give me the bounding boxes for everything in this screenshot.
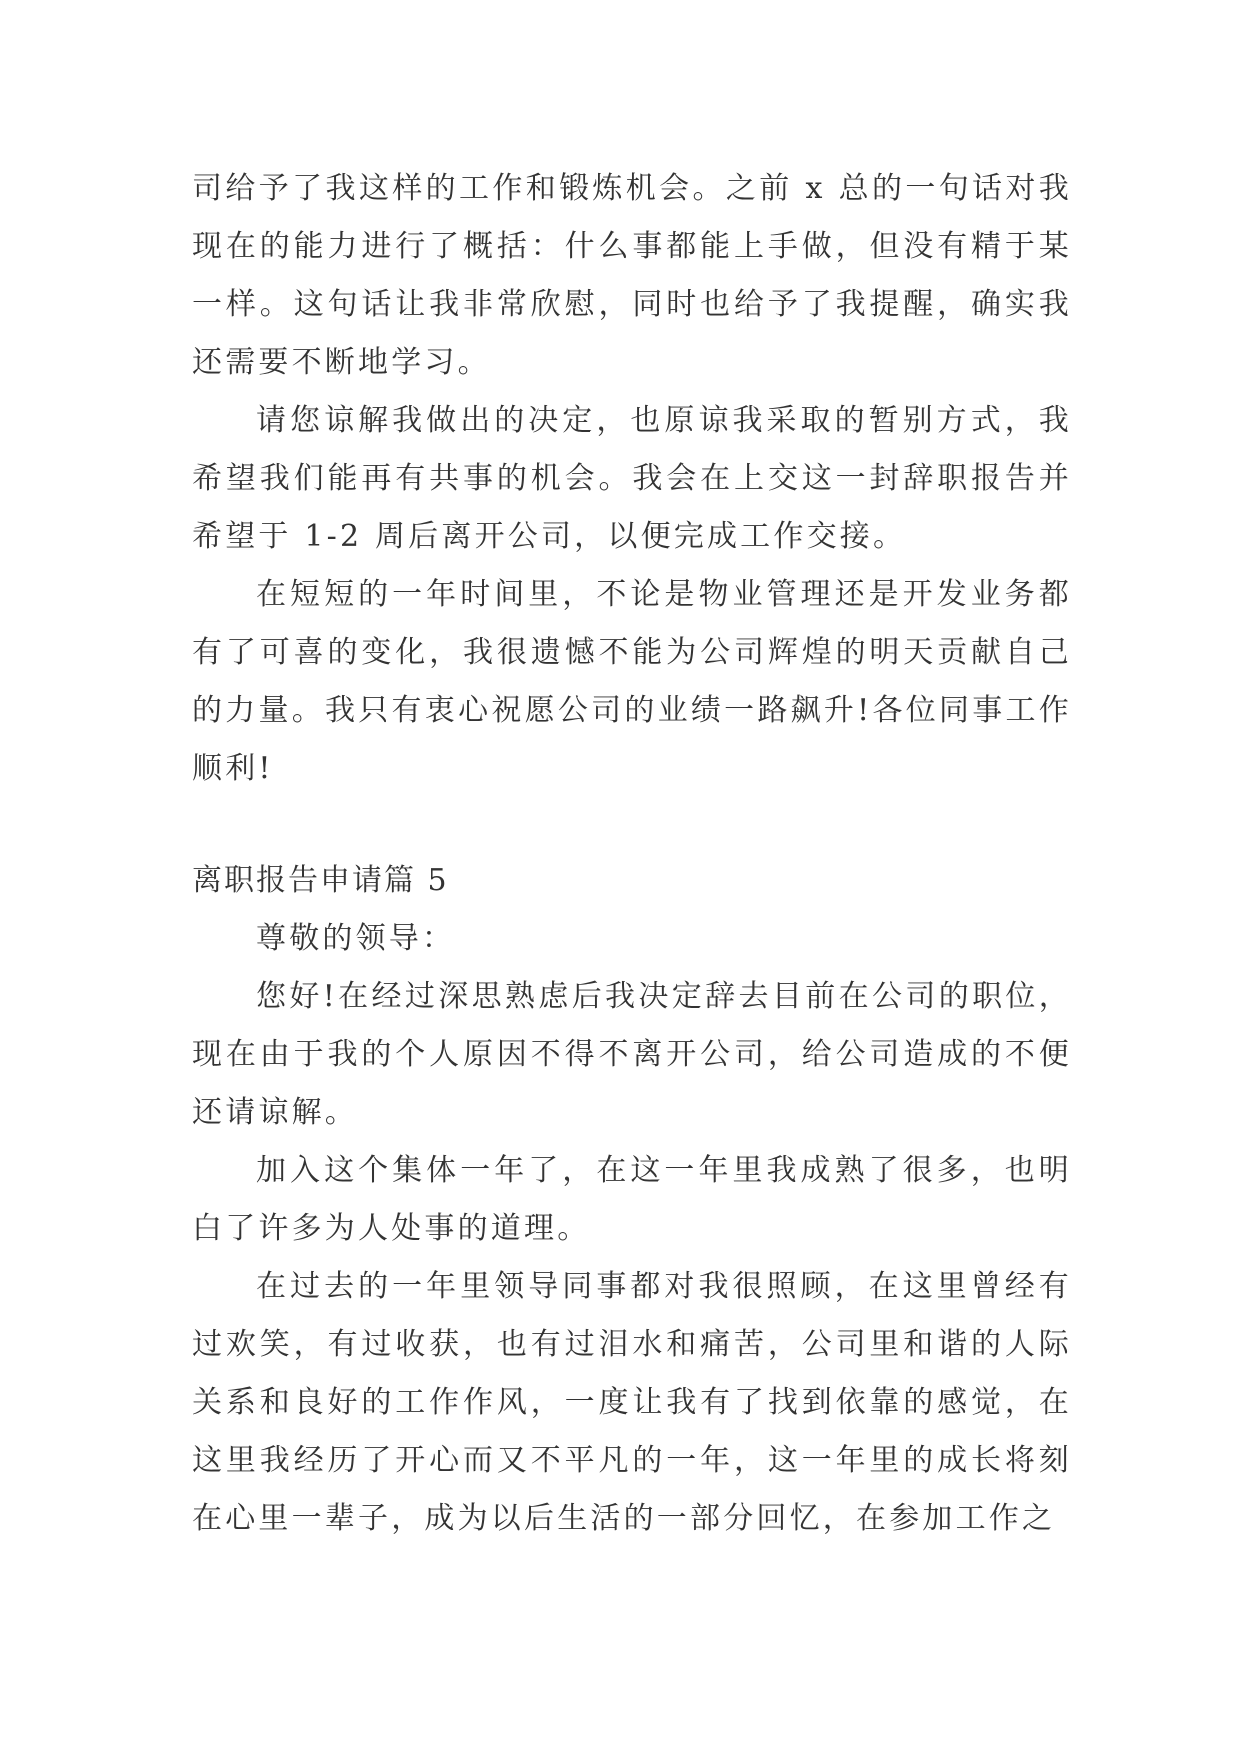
paragraph-2: 请您谅解我做出的决定，也原谅我采取的暂别方式，我希望我们能再有共事的机会。我会在上交这一封辞职报告并希望于 1-2 周后离开公司，以便完成工作交接。 (192, 403, 1072, 554)
salutation: 尊敬的领导： (256, 921, 456, 956)
paragraph-4: 您好!在经过深思熟虑后我决定辞去目前在公司的职位，现在由于我的个人原因不得不离开公司，给公司造成的不便还请谅解。 (192, 979, 1072, 1130)
paragraph-3: 在短短的一年时间里，不论是物业管理还是开发业务都有了可喜的变化，我很遗憾不能为公司辉煌的明天贡献自己的力量。我只有衷心祝愿公司的业绩一路飙升!各位同事工作顺利! (192, 577, 1072, 786)
paragraph-1: 司给予了我这样的工作和锻炼机会。之前 x 总的一句话对我现在的能力进行了概括：什么事都能上手做，但没有精于某一样。这句话让我非常欣慰，同时也给予了我提醒，确实我还需要不断地学习。 (192, 171, 1072, 380)
paragraph-6: 在过去的一年里领导同事都对我很照顾，在这里曾经有过欢笑，有过收获，也有过泪水和痛苦，公司里和谐的人际关系和良好的工作作风，一度让我有了找到依靠的感觉，在这里我经历了开心而又不平凡的一年，这一年里的成长将刻在心里一辈子，成为以后生活的一部分回忆，在参加工作之 (192, 1269, 1072, 1536)
document-body (192, 160, 1072, 1548)
section-title: 离职报告申请篇 5 (192, 863, 449, 898)
paragraph-5: 加入这个集体一年了，在这一年里我成熟了很多，也明白了许多为人处事的道理。 (192, 1153, 1072, 1246)
